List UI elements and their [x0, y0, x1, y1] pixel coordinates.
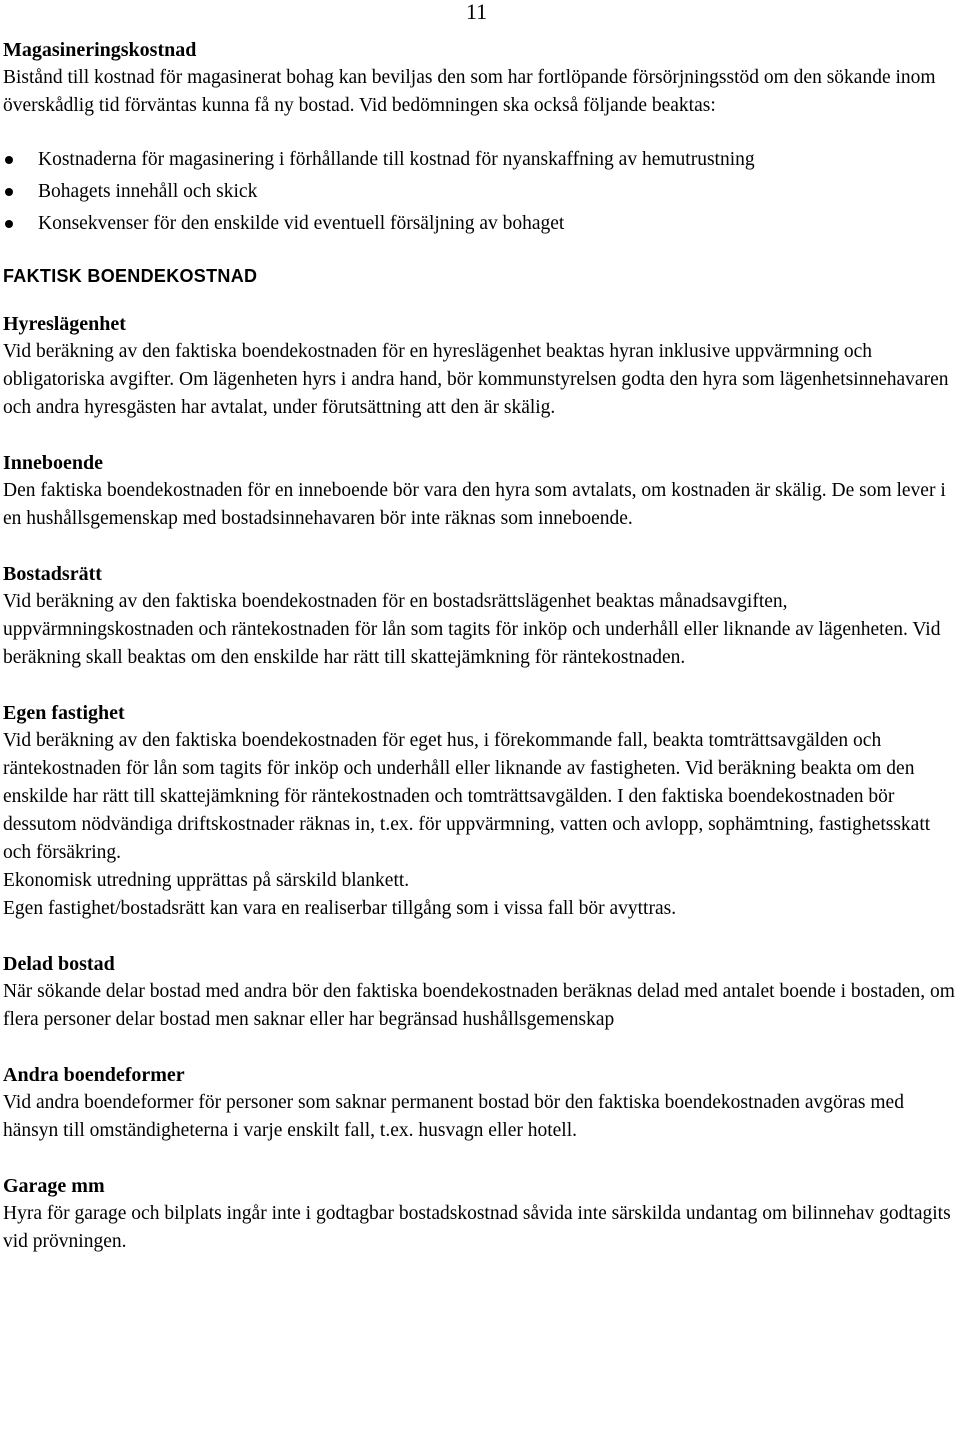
paragraph-egen-fastighet: Vid beräkning av den faktiska boendekostnaden för eget hus, i förekommande fall, beakta tomträttsavgälden och räntekostnaden för lån som tagits för inköp och underhåll eller liknande av fastigheten. Vid beräkning beakta om den enskilde har rätt till skattejämkning för räntekostnaden och tomträttsavgälden. I den faktiska boendekostnaden bör dessutom nödvändiga driftskostnader räknas in, t.ex. för uppvärmning, vatten och avlopp, sophämtning, fastighetsskatt och försäkring.	[3, 730, 931, 863]
heading-andra-boendeformer: Andra boendeformer	[3, 1064, 185, 1086]
heading-magasineringskostnad: Magasineringskostnad	[3, 39, 197, 61]
heading-garage: Garage mm	[3, 1175, 105, 1197]
paragraph-egen-fastighet-tillgang: Egen fastighet/bostadsrätt kan vara en realiserbar tillgång som i vissa fall bör avyttras.	[3, 898, 677, 919]
document-body	[3, 36, 957, 1256]
bullet-icon	[5, 156, 13, 164]
heading-inneboende: Inneboende	[3, 452, 104, 474]
paragraph-delad-bostad: När sökande delar bostad med andra bör den faktiska boendekostnaden beräknas delad med antalet boende i bostaden, om flera personer delar bostad men saknar eller har begränsad hushållsgemenskap	[3, 981, 955, 1030]
heading-delad-bostad: Delad bostad	[3, 953, 115, 975]
bullet-icon	[5, 188, 13, 196]
paragraph-garage: Hyra för garage och bilplats ingår inte i godtagbar bostadskostnad såvida inte särskilda undantag om bilinnehav godtagits vid prövningen.	[3, 1203, 951, 1252]
section-title: FAKTISK BOENDEKOSTNAD	[3, 266, 258, 286]
page-number: 11	[466, 0, 488, 24]
paragraph-hyreslagenhet: Vid beräkning av den faktiska boendekostnaden för en hyreslägenhet beaktas hyran inklusive uppvärmning och obligatoriska avgifter. Om lägenheten hyrs i andra hand, bör kommunstyrelsen godta den hyra som lägenhetsinnehavaren och andra hyresgästen har avtalat, under förutsättning att den är skälig.	[3, 341, 949, 418]
heading-hyreslagenhet: Hyreslägenhet	[3, 313, 126, 335]
bullet-list	[3, 144, 957, 240]
heading-bostadsratt: Bostadsrätt	[3, 563, 102, 585]
bullet-icon	[5, 220, 13, 228]
paragraph-magasineringskostnad: Bistånd till kostnad för magasinerat bohag kan beviljas den som har fortlöpande försörjningsstöd om den sökande inom överskådlig tid förväntas kunna få ny bostad. Vid bedömningen ska också följande beaktas:	[3, 67, 936, 116]
paragraph-bostadsratt: Vid beräkning av den faktiska boendekostnaden för en bostadsrättslägenhet beaktas månadsavgiften, uppvärmningskostnaden och räntekostnaden för lån som tagits för inköp och underhåll eller liknande av lägenheten. Vid beräkning skall beaktas om den enskilde har rätt till skattejämkning för räntekostnaden.	[3, 591, 941, 668]
paragraph-andra-boendeformer: Vid andra boendeformer för personer som saknar permanent bostad bör den faktiska boendekostnaden avgöras med hänsyn till omständigheterna i varje enskilt fall, t.ex. husvagn eller hotell.	[3, 1092, 904, 1141]
paragraph-egen-fastighet-utredning: Ekonomisk utredning upprättas på särskild blankett.	[3, 870, 410, 891]
list-item: Konsekvenser för den enskilde vid eventuell försäljning av bohaget	[3, 208, 957, 240]
list-item: Bohagets innehåll och skick	[3, 176, 957, 208]
paragraph-inneboende: Den faktiska boendekostnaden för en inneboende bör vara den hyra som avtalats, om kostnaden är skälig. De som lever i en hushållsgemenskap med bostadsinnehavaren bör inte räknas som inneboende.	[3, 480, 946, 529]
list-item: Kostnaderna för magasinering i förhållande till kostnad för nyanskaffning av hemutrustning	[3, 144, 957, 176]
heading-egen-fastighet: Egen fastighet	[3, 702, 125, 724]
